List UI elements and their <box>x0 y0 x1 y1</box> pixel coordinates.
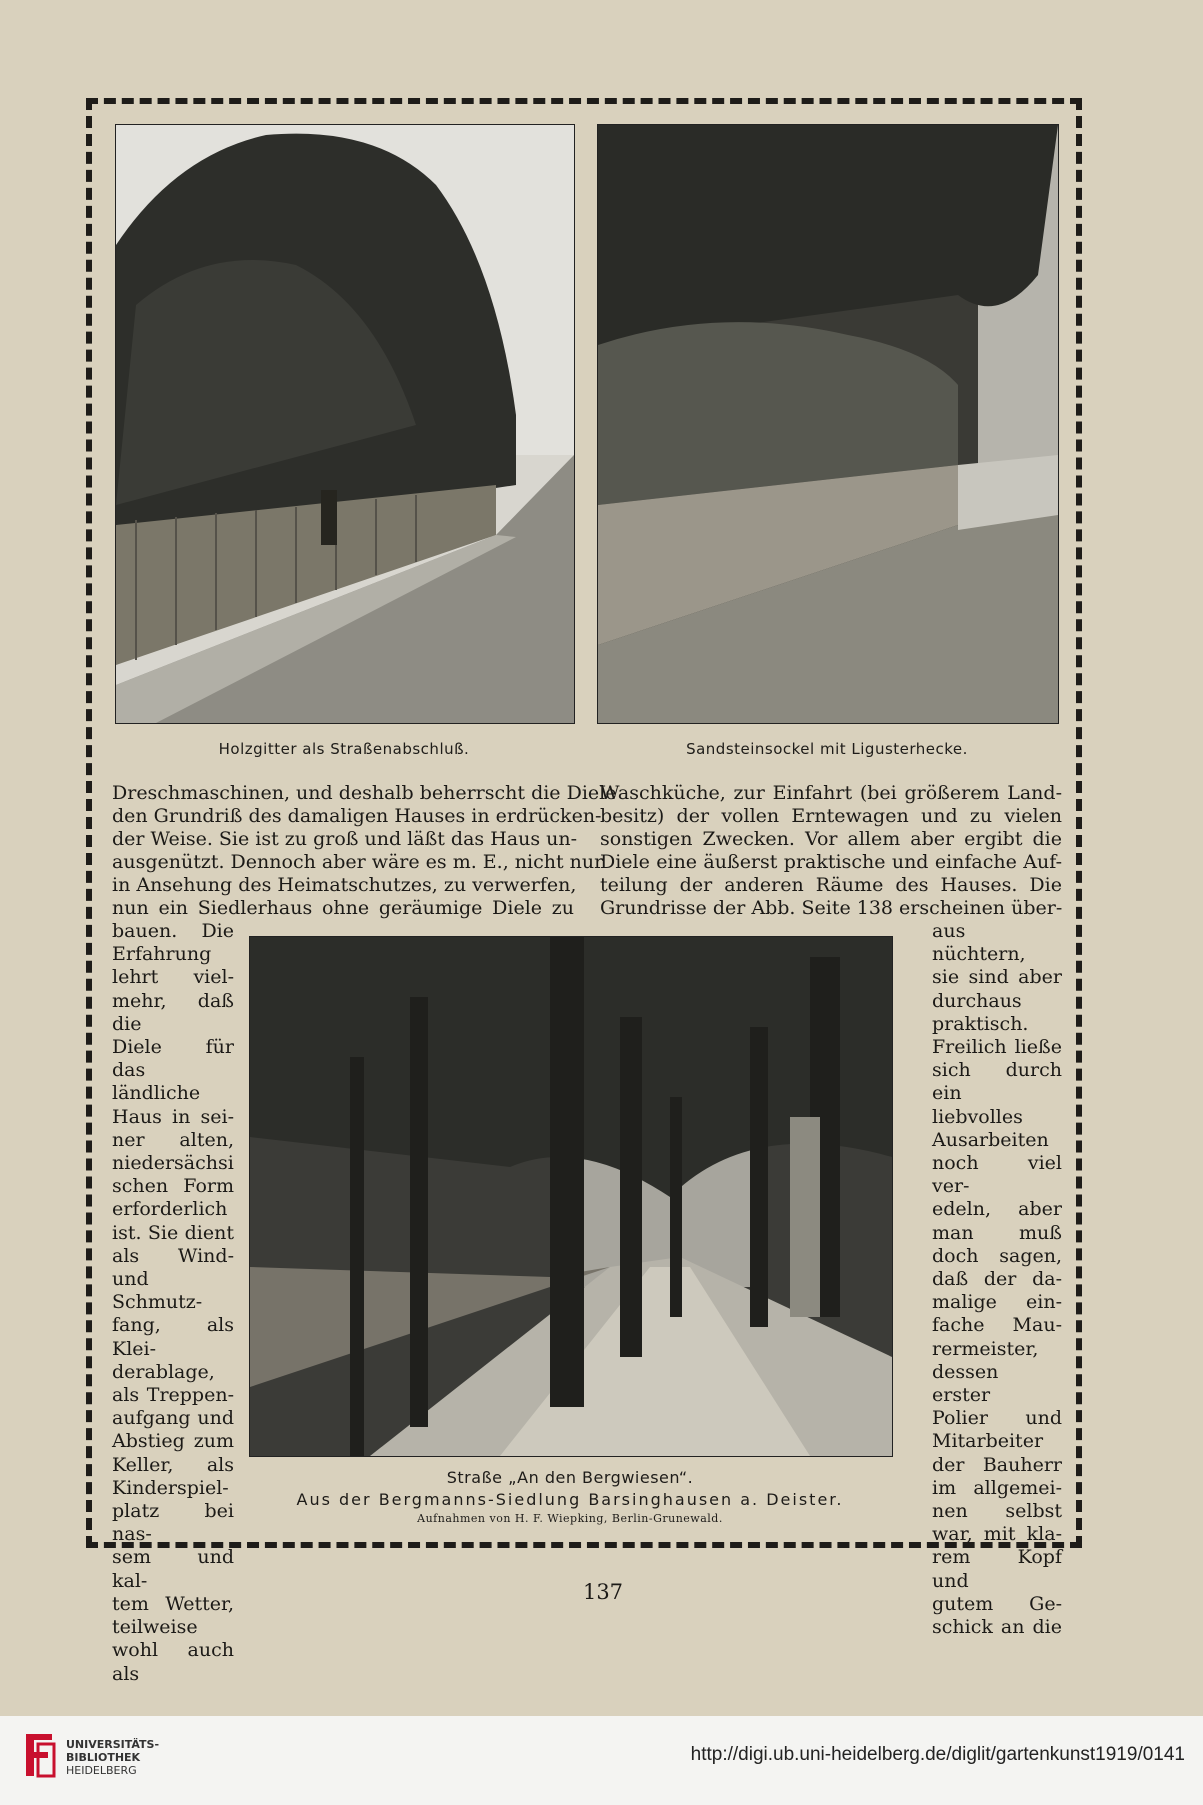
library-name <box>66 1738 159 1777</box>
library-line-1: UNIVERSITÄTS- <box>66 1738 160 1751</box>
right-col-line: Freilich ließe <box>932 1036 1062 1059</box>
right-col-line: rermeister, <box>932 1337 1039 1360</box>
source-url-link[interactable]: http://digi.ub.uni-heidelberg.de/diglit/gartenkunst1919/0141 <box>690 1744 1185 1765</box>
left-col-line: teilweise <box>112 1616 198 1639</box>
right-col-line: Mitarbeiter <box>932 1430 1044 1453</box>
left-col-line: Diele für das <box>112 1036 234 1082</box>
right-col-line: daß der da- <box>932 1268 1062 1291</box>
page-number: 137 <box>582 1580 624 1604</box>
right-col-line: liebvolles <box>932 1105 1023 1128</box>
left-col-line: erforderlich <box>112 1198 228 1221</box>
left-col-line: Keller, als <box>112 1453 234 1476</box>
text-right-line-4: Diele eine äußerst praktische und einfache Auf- <box>600 851 1062 873</box>
right-col-line: Ausarbeiten <box>932 1128 1049 1151</box>
text-left-line-4: ausgenützt. Dennoch aber wäre es m. E., nicht nur <box>112 851 604 873</box>
narrow-right-column <box>932 920 1062 1639</box>
caption-photo3-title: Straße „An den Bergwiesen“. <box>446 1468 694 1487</box>
left-col-line: Erfahrung <box>112 943 212 966</box>
left-col-line: Kinderspiel- <box>112 1476 229 1499</box>
right-col-line: durchaus <box>932 989 1022 1012</box>
text-right-line-3: sonstigen Zwecken. Vor allem aber ergibt die <box>600 828 1062 850</box>
text-left-line-2: den Grundriß des damaligen Hauses in erdrücken- <box>112 805 602 827</box>
text-right-line-2: besitz) der vollen Erntewagen und zu vielen <box>600 805 1062 827</box>
left-col-line: und Schmutz- <box>112 1268 203 1314</box>
right-col-line: schick an die <box>932 1616 1062 1639</box>
right-col-line: fache Mau- <box>932 1314 1062 1337</box>
photo-bergwiesen <box>249 936 893 1457</box>
left-col-line: ländliche <box>112 1082 201 1105</box>
photo-holzgitter-image <box>116 125 574 723</box>
photo-bergwiesen-image <box>250 937 892 1456</box>
right-col-line: gutem Ge- <box>932 1592 1062 1615</box>
right-col-line: edeln, aber <box>932 1198 1062 1221</box>
right-col-line: sie sind aber <box>932 966 1062 989</box>
right-col-line: der Bauherr <box>932 1453 1062 1476</box>
right-col-line: sich durch ein <box>932 1059 1062 1105</box>
caption-photo1: Holzgitter als Straßenabschluß. <box>218 740 470 758</box>
text-left-line-3: der Weise. Sie ist zu groß und läßt das Haus un- <box>112 828 578 850</box>
left-col-line: fang, als Klei- <box>112 1314 234 1360</box>
left-col-line: mehr, daß die <box>112 989 234 1035</box>
right-col-line: man muß <box>932 1221 1062 1244</box>
left-col-line: wohl auch als <box>112 1639 234 1685</box>
right-col-line: war, mit kla- <box>932 1523 1062 1546</box>
left-col-line: tem Wetter, <box>112 1592 234 1615</box>
library-line-2: BIBLIOTHEK <box>66 1751 141 1764</box>
right-col-line: dessen erster <box>932 1360 999 1407</box>
right-col-line: noch viel ver- <box>932 1152 1062 1198</box>
narrow-left-column <box>112 920 234 1686</box>
caption-photo3-sub: Aus der Bergmanns-Siedlung Barsinghausen a. Deister. <box>296 1490 844 1509</box>
right-col-line: doch sagen, <box>932 1244 1062 1267</box>
photo-ligusterhecke-image <box>598 125 1058 723</box>
right-col-line: malige ein- <box>932 1291 1062 1314</box>
right-col-line: aus nüchtern, <box>932 920 1026 966</box>
right-col-line: Polier und <box>932 1407 1062 1430</box>
caption-photo3-credit: Aufnahmen von H. F. Wiepking, Berlin-Grunewald. <box>417 1512 723 1525</box>
library-line-3: HEIDELBERG <box>66 1764 137 1777</box>
left-col-line: ner alten, <box>112 1128 234 1151</box>
viewer-footer <box>0 1716 1203 1805</box>
text-right-line-5: teilung der anderen Räume des Hauses. Die <box>600 874 1062 896</box>
right-col-line: rem Kopf und <box>932 1546 1062 1592</box>
left-col-line: als Wind- <box>112 1244 234 1267</box>
text-left-line-6: nun ein Siedlerhaus ohne geräumige Diele zu <box>112 897 574 919</box>
photo-holzgitter <box>115 124 575 724</box>
photo-ligusterhecke <box>597 124 1059 724</box>
library-logo-icon <box>22 1730 58 1780</box>
left-col-line: als Treppen- <box>112 1384 234 1407</box>
right-col-line: praktisch. <box>932 1012 1029 1035</box>
text-right-line-1: Waschküche, zur Einfahrt (bei größerem Land- <box>600 782 1062 804</box>
left-col-line: lehrt viel- <box>112 966 234 989</box>
left-col-line: schen Form <box>112 1175 234 1198</box>
left-col-line: platz bei nas- <box>112 1500 234 1546</box>
left-col-line: ist. Sie dient <box>112 1221 234 1244</box>
left-col-line: derablage, <box>112 1360 215 1383</box>
caption-photo2: Sandsteinsockel mit Ligusterhecke. <box>686 740 968 758</box>
text-left-line-5: in Ansehung des Heimatschutzes, zu verwerfen, <box>112 874 577 896</box>
text-left-line-1: Dreschmaschinen, und deshalb beherrscht die Diele <box>112 782 617 804</box>
left-col-line: aufgang und <box>112 1407 234 1430</box>
left-col-line: niedersächsi <box>112 1152 234 1175</box>
right-col-line: im allgemei- <box>932 1476 1062 1499</box>
left-col-line: bauen. Die <box>112 920 234 942</box>
right-col-line: nen selbst <box>932 1500 1062 1523</box>
left-col-line: Abstieg zum <box>112 1430 234 1453</box>
left-col-line: sem und kal- <box>112 1546 234 1592</box>
left-col-line: Haus in sei- <box>112 1105 234 1128</box>
text-right-line-6: Grundrisse der Abb. Seite 138 erscheinen über- <box>600 897 1063 919</box>
